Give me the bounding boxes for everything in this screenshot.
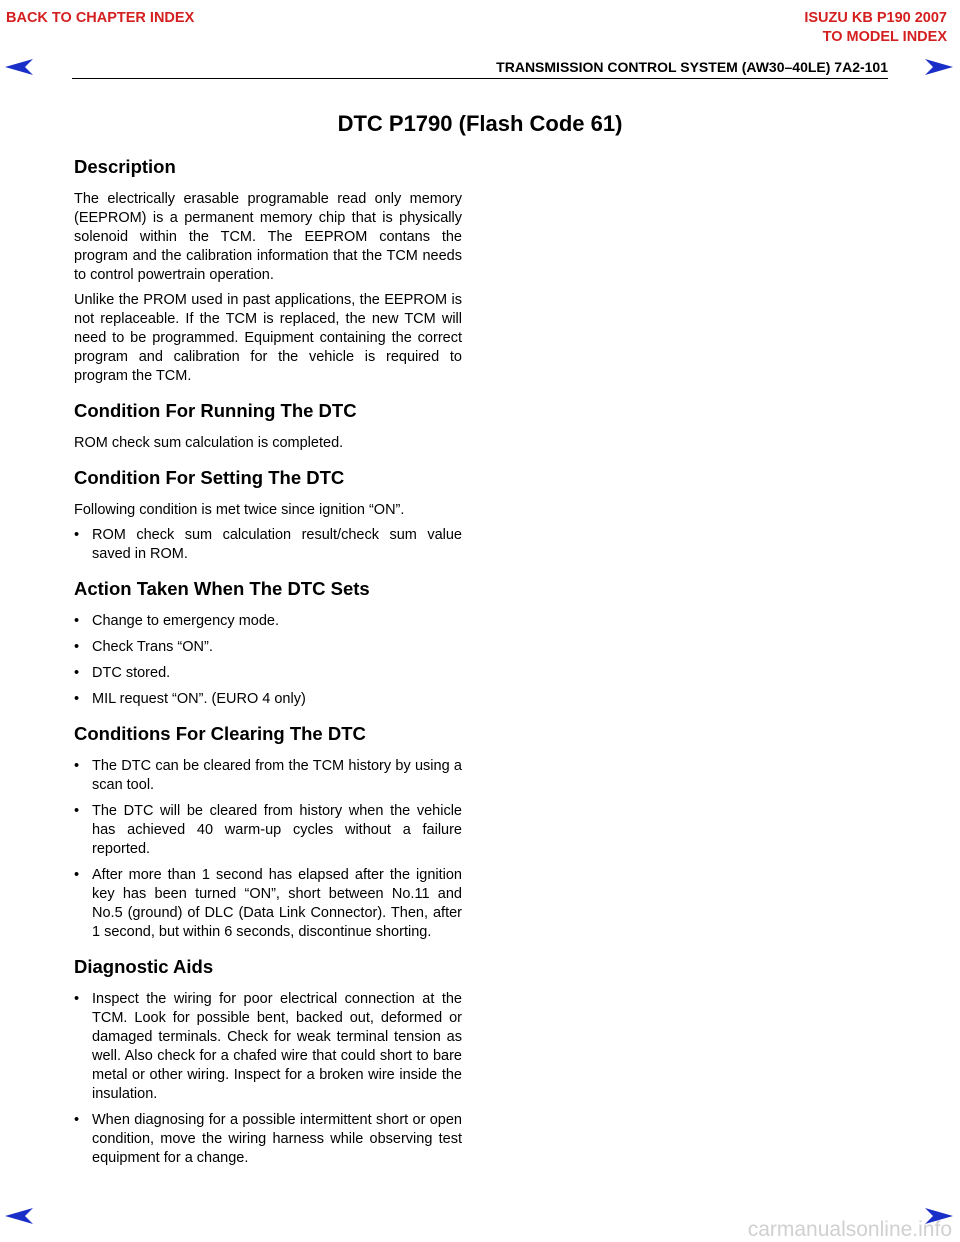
page-title: DTC P1790 (Flash Code 61): [337, 111, 623, 136]
running-condition-text: ROM check sum calculation is completed.: [74, 435, 344, 451]
back-to-chapter-index-link[interactable]: BACK TO CHAPTER INDEX: [6, 10, 195, 26]
list-item: • When diagnosing for a possible intermittent short or open condition, move the wiring harness while observing test equipment for a change.: [74, 1111, 462, 1168]
description-heading: Description: [74, 156, 176, 177]
list-item: • After more than 1 second has elapsed after the ignition key has been turned “ON”, short between No.11 and No.5 (ground) of DLC (Data Link Connector). Then, after 1 second, but within 6 seconds, discontinue shorting.: [74, 866, 462, 942]
clearing-section: [74, 721, 462, 942]
model-title-link[interactable]: ISUZU KB P190 2007: [804, 10, 947, 26]
header-divider: [72, 78, 888, 79]
setting-condition-section: [74, 465, 462, 564]
diagnostic-aids-section: [74, 954, 462, 1168]
watermark: carmanualsonline.info: [747, 1218, 952, 1241]
list-item: • DTC stored.: [74, 664, 462, 683]
setting-condition-heading: Condition For Setting The DTC: [74, 467, 345, 488]
list-item: • The DTC will be cleared from history when the vehicle has achieved 40 warm-up cycles without a failure reported.: [74, 802, 462, 859]
list-item: • Change to emergency mode.: [74, 612, 462, 631]
action-section: [74, 576, 462, 709]
description-paragraph: Unlike the PROM used in past applications, the EEPROM is not replaceable. If the TCM is replaced, the new TCM will need to be programmed. Equipment containing the correct program and calibration for the vehicle is required to program the TCM.: [74, 292, 462, 384]
description-paragraph: The electrically erasable programable read only memory (EEPROM) is a permanent memory chip that is physically solenoid within the TCM. The EEPROM contans the program and the calibration information that the TCM needs to control powertrain operation.: [74, 191, 462, 283]
setting-condition-text: Following condition is met twice since ignition “ON”.: [74, 502, 405, 518]
section-header-title: TRANSMISSION CONTROL SYSTEM (AW30–40LE) 7A2-101: [496, 59, 888, 75]
diagnostic-aids-heading: Diagnostic Aids: [74, 956, 214, 977]
to-model-index-link[interactable]: TO MODEL INDEX: [822, 29, 947, 45]
running-condition-heading: Condition For Running The DTC: [74, 400, 357, 421]
description-section: [74, 154, 462, 386]
list-item: • Inspect the wiring for poor electrical connection at the TCM. Look for possible bent, backed out, deformed or damaged terminals. Check for weak terminal tension as well. Also check for a chafed wire that could short to bare metal or other wiring. Inspect for a broken wire inside the insulation.: [74, 990, 462, 1104]
running-condition-section: [74, 398, 462, 453]
previous-page-arrow-icon[interactable]: [4, 1206, 34, 1226]
action-heading: Action Taken When The DTC Sets: [74, 578, 370, 599]
content-column: [74, 154, 462, 1175]
list-item: • MIL request “ON”. (EURO 4 only): [74, 690, 462, 709]
clearing-heading: Conditions For Clearing The DTC: [74, 723, 366, 744]
next-page-arrow-icon[interactable]: [924, 57, 954, 77]
list-item: • ROM check sum calculation result/check sum value saved in ROM.: [74, 526, 462, 564]
list-item: • Check Trans “ON”.: [74, 638, 462, 657]
previous-page-arrow-icon[interactable]: [4, 57, 34, 77]
list-item: • The DTC can be cleared from the TCM history by using a scan tool.: [74, 757, 462, 795]
